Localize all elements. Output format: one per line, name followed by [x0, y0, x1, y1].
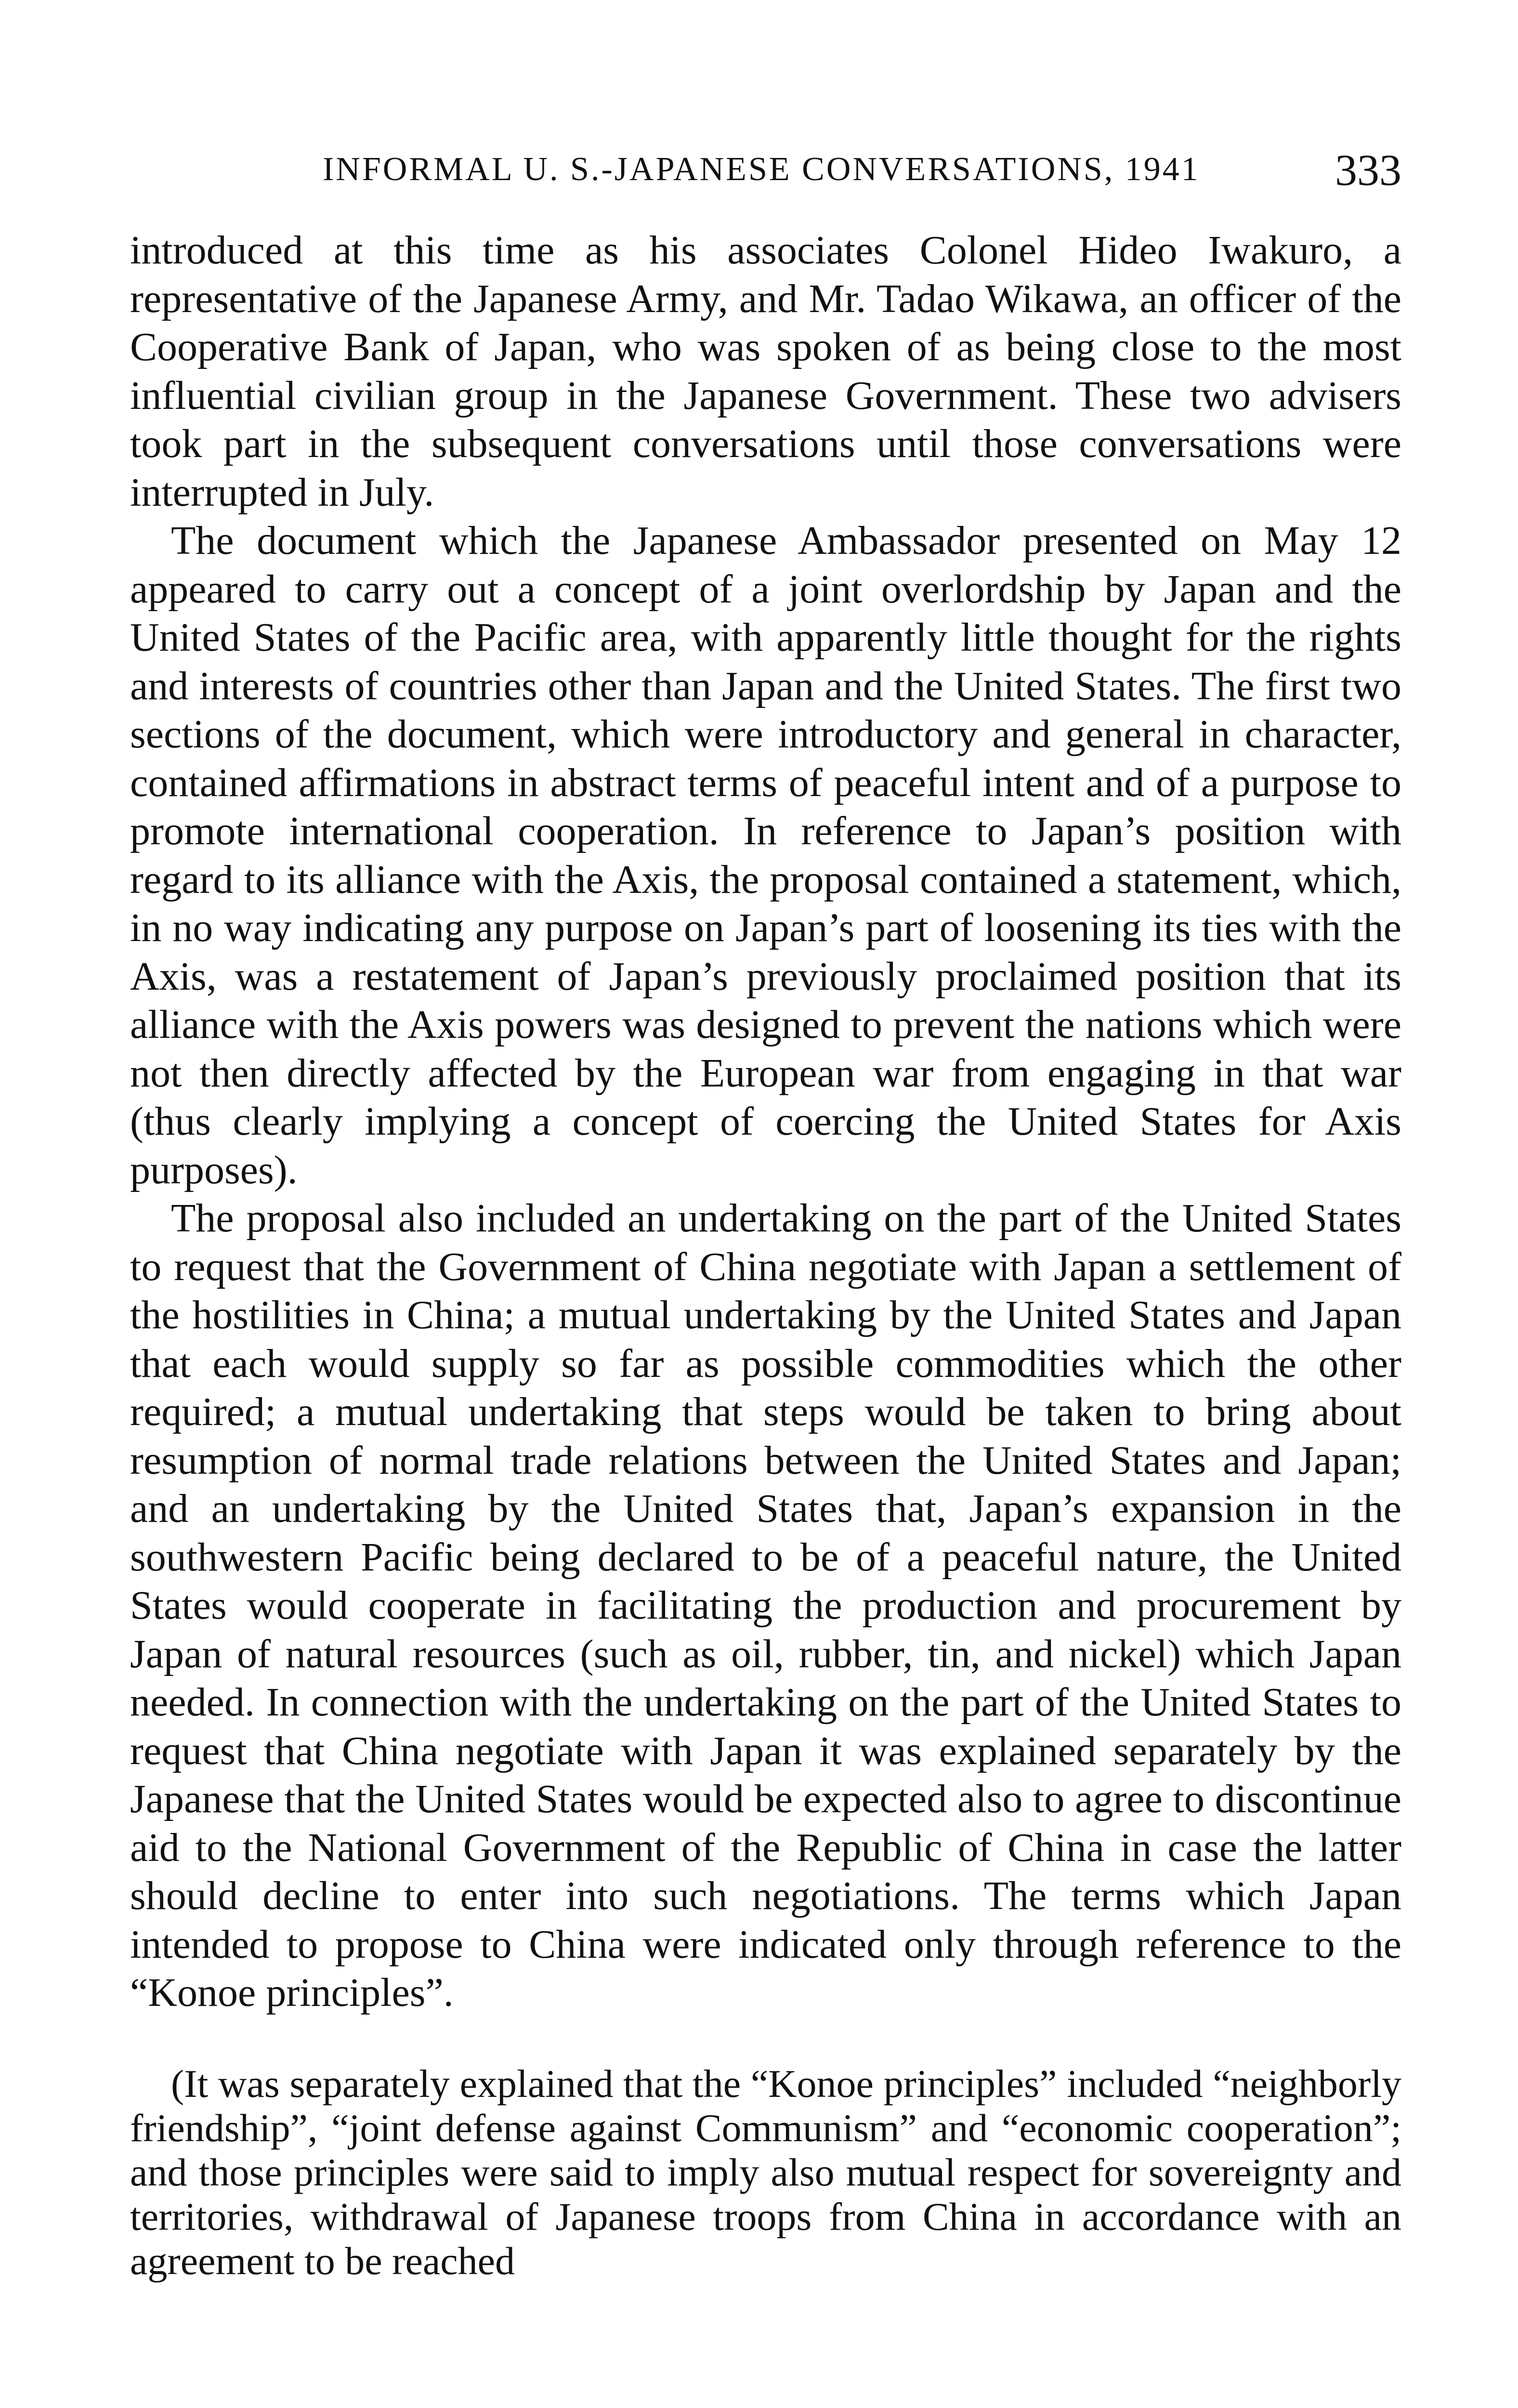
- page-header: [130, 144, 1401, 197]
- paragraph-2: The document which the Japanese Ambassador presented on May 12 appeared to carry out a concept of a joint overlordship by Japan and the United States of the Pacific area, with apparently little thought for the rights and interests of countries other than Japan and the United States. The first two sections of the document, which were introductory and general in character, contained affirmations in abstract terms of peaceful intent and of a purpose to promote international cooperation. In reference to Japan’s position with regard to its alliance with the Axis, the proposal contained a statement, which, in no way indicating any purpose on Japan’s part of loosening its ties with the Axis, was a restatement of Japan’s previously proclaimed position that its alliance with the Axis powers was designed to prevent the nations which were not then directly affected by the European war from engaging in that war (thus clearly implying a concept of coercing the United States for Axis purposes).: [130, 518, 1401, 1192]
- running-head: INFORMAL U. S.-JAPANESE CONVERSATIONS, 1941: [323, 151, 1200, 188]
- paragraph-3: The proposal also included an undertaking on the part of the United States to request that the Government of China negotiate with Japan a settlement of the hostilities in China; a mutual undertaking by the United States and Japan that each would supply so far as possible commodities which the other required; a mutual undertaking that steps would be taken to bring about resumption of normal trade relations between the United States and Japan; and an undertaking by the United States that, Japan’s expansion in the southwestern Pacific being declared to be of a peaceful nature, the United States would cooperate in facilitating the production and procurement by Japan of natural resources (such as oil, rubber, tin, and nickel) which Japan needed. In connection with the undertaking on the part of the United States to request that China negotiate with Japan it was explained separately by the Japanese that the United States would be expected also to agree to discontinue aid to the National Government of the Republic of China in case the latter should decline to enter into such negotiations. The terms which Japan intended to propose to China were indicated only through reference to the “Konoe principles”.: [130, 1196, 1401, 2015]
- body-text: [130, 226, 1401, 2283]
- paragraph-1: introduced at this time as his associates Colonel Hideo Iwakuro, a representative of the Japanese Army, and Mr. Tadao Wikawa, an officer of the Cooperative Bank of Japan, who was spoken of as being close to the most influential civilian group in the Japanese Government. These two advisers took part in the subsequent conversations until those conversations were interrupted in July.: [130, 228, 1401, 515]
- page-number: 333: [1335, 145, 1401, 195]
- paragraph-4-note: (It was separately explained that the “Konoe principles” included “neighborly friendship”, “joint defense against Communism” and “economic cooperation”; and those principles were said to imply also mutual respect for sovereignty and territories, withdrawal of Japanese troops from China in accordance with an agreement to be reached: [130, 2061, 1401, 2283]
